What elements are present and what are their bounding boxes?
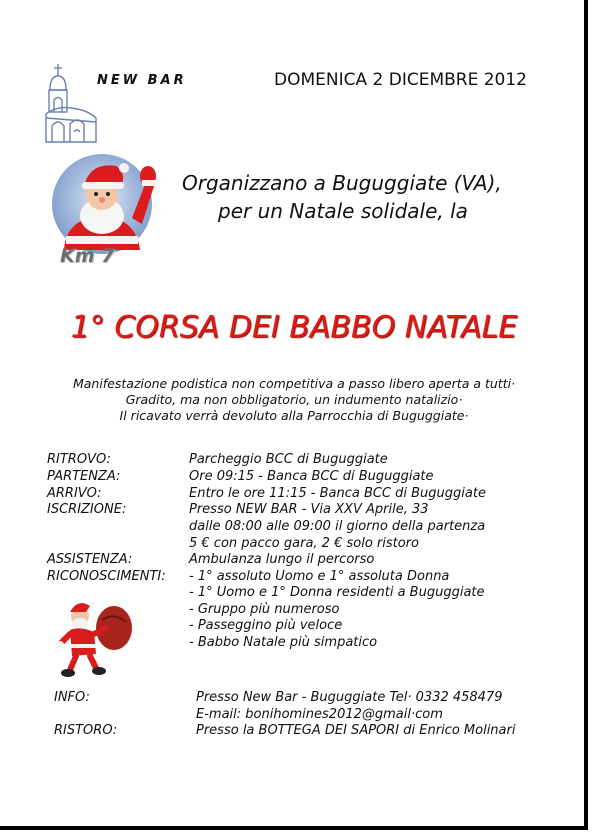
organizers-line-1: Organizzano a Buguggiate (VA), bbox=[182, 171, 502, 195]
partenza-label: PARTENZA: bbox=[47, 469, 121, 484]
riconoscimenti-label: RICONOSCIMENTI: bbox=[47, 569, 166, 584]
iscrizione-value-2: dalle 08:00 alle 09:00 il giorno della partenza bbox=[189, 519, 486, 534]
partenza-value: Ore 09:15 - Banca BCC di Buguggiate bbox=[189, 469, 434, 484]
assistenza-value: Ambulanza lungo il percorso bbox=[189, 552, 375, 567]
ristoro-value: Presso la BOTTEGA DEI SAPORI di Enrico Molinari bbox=[196, 723, 516, 738]
arrivo-value: Entro le ore 11:15 - Banca BCC di Buguggiate bbox=[189, 486, 486, 501]
event-date: DOMENICA 2 DICEMBRE 2012 bbox=[274, 70, 527, 90]
organizers-line-2: per un Natale solidale, la bbox=[218, 199, 468, 223]
ritrovo-value: Parcheggio BCC di Buguggiate bbox=[189, 452, 388, 467]
intro-line-3: Il ricavato verrà devoluto alla Parrocchia di Buguggiate· bbox=[119, 408, 469, 423]
info-label: INFO: bbox=[54, 690, 90, 705]
award-item: - Babbo Natale più simpatico bbox=[189, 635, 378, 650]
assistenza-label: ASSISTENZA: bbox=[47, 552, 133, 567]
intro-line-1: Manifestazione podistica non competitiva a passo libero aperta a tutti· bbox=[72, 376, 516, 391]
arrivo-label: ARRIVO: bbox=[47, 486, 102, 501]
iscrizione-value-3: 5 € con pacco gara, 2 € solo ristoro bbox=[189, 536, 419, 551]
church-icon bbox=[44, 62, 98, 144]
santa-running-icon bbox=[56, 598, 140, 680]
award-item: - 1° Uomo e 1° Donna residenti a Buguggiate bbox=[189, 585, 485, 600]
logo-text: NEW BAR bbox=[97, 73, 187, 88]
info-value-2: E-mail: bonihomines2012@gmail·com bbox=[196, 707, 443, 722]
ritrovo-label: RITROVO: bbox=[47, 452, 111, 467]
event-title: 1° CORSA DEI BABBO NATALE bbox=[70, 310, 518, 345]
iscrizione-value-1: Presso NEW BAR - Via XXV Aprile, 33 bbox=[189, 502, 429, 517]
intro-line-2: Gradito, ma non obbligatorio, un indumento natalizio· bbox=[125, 392, 463, 407]
iscrizione-label: ISCRIZIONE: bbox=[47, 502, 127, 517]
award-item: - Passeggino più veloce bbox=[189, 618, 343, 633]
ristoro-label: RISTORO: bbox=[54, 723, 118, 738]
award-item: - 1° assoluto Uomo e 1° assoluta Donna bbox=[189, 569, 450, 584]
distance-badge: Km 7 bbox=[60, 245, 115, 267]
award-item: - Gruppo più numeroso bbox=[189, 602, 340, 617]
info-value-1: Presso New Bar - Buguggiate Tel· 0332 458479 bbox=[196, 690, 503, 705]
